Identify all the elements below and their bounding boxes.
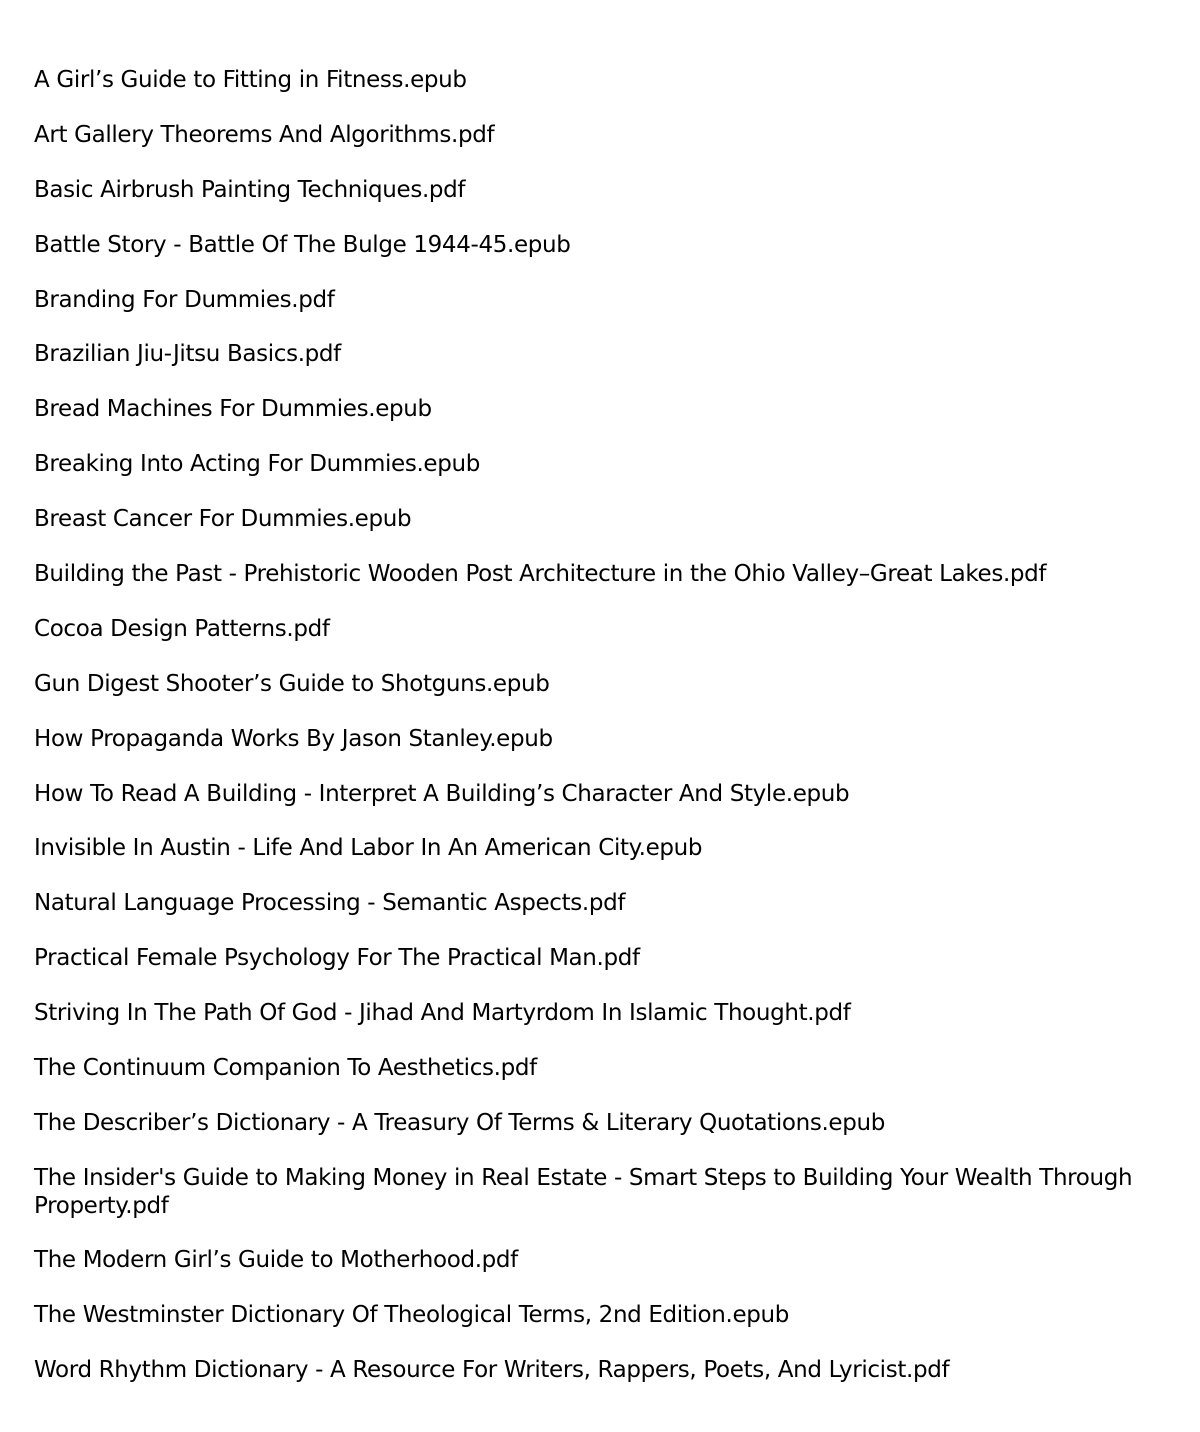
file-list-item: How Propaganda Works By Jason Stanley.epub [34,725,553,752]
file-list-item: Invisible In Austin - Life And Labor In An American City.epub [34,835,703,862]
file-list-item: Word Rhythm Dictionary - A Resource For Writers, Rappers, Poets, And Lyricist.pdf [34,1356,950,1383]
file-list-item: The Continuum Companion To Aesthetics.pdf [34,1055,537,1082]
file-list-item: Breaking Into Acting For Dummies.epub [34,451,480,478]
file-list-item: Battle Story - Battle Of The Bulge 1944-45.epub [34,231,571,258]
file-list-item: The Westminster Dictionary Of Theological Terms, 2nd Edition.epub [34,1301,789,1328]
file-list-item: Cocoa Design Patterns.pdf [34,615,330,642]
file-list-item: Breast Cancer For Dummies.epub [34,506,412,533]
file-list-item: The Insider's Guide to Making Money in Real Estate - Smart Steps to Building Your Wealth Through Property.pdf [34,1164,1133,1219]
file-list-item: Art Gallery Theorems And Algorithms.pdf [34,121,495,148]
file-list-item: The Modern Girl’s Guide to Motherhood.pdf [34,1246,518,1273]
file-list-item: Branding For Dummies.pdf [34,286,335,313]
file-list-item: Brazilian Jiu-Jitsu Basics.pdf [34,341,341,368]
file-list-item: Bread Machines For Dummies.epub [34,396,432,423]
file-list-item: A Girl’s Guide to Fitting in Fitness.epub [34,67,467,93]
file-list-item: Building the Past - Prehistoric Wooden Post Architecture in the Ohio Valley–Great Lakes.pdf [34,561,1047,588]
file-list [34,66,1184,1410]
file-list-item: Striving In The Path Of God - Jihad And Martyrdom In Islamic Thought.pdf [34,1000,851,1027]
file-list-item: Natural Language Processing - Semantic Aspects.pdf [34,890,626,917]
file-list-item: Basic Airbrush Painting Techniques.pdf [34,176,466,203]
file-list-item: Gun Digest Shooter’s Guide to Shotguns.epub [34,670,550,697]
file-list-item: The Describer’s Dictionary - A Treasury Of Terms & Literary Quotations.epub [34,1109,885,1136]
file-list-item: Practical Female Psychology For The Practical Man.pdf [34,945,640,972]
file-list-item: How To Read A Building - Interpret A Building’s Character And Style.epub [34,780,850,807]
